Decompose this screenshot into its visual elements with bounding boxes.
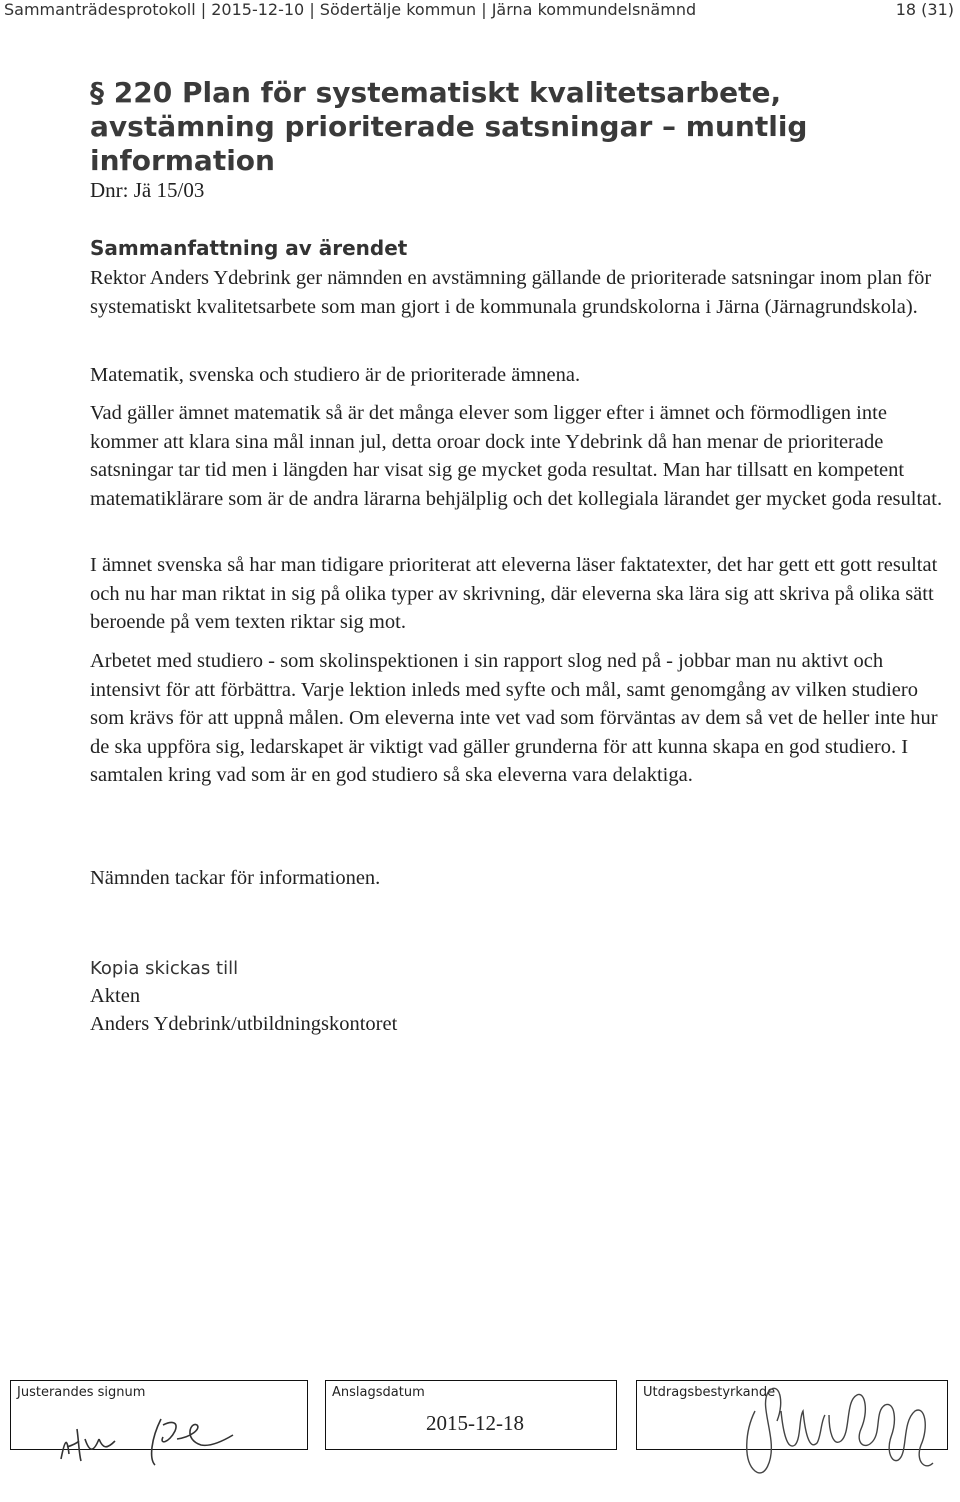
utdragsbestyrkande-label: Utdragsbestyrkande	[643, 1385, 776, 1400]
paragraph-swedish: I ämnet svenska så har man tidigare prioriterat att eleverna läser faktatexter, det har gett ett gott resultat och nu har man riktat in sig på olika typer av skrivning, där eleverna ska lära sig att skriva på olika sätt beroende på vem texten riktar sig mot.	[90, 554, 938, 634]
anslagsdatum-box	[325, 1380, 617, 1450]
paragraph-study-climate: Arbetet med studiero - som skolinspektionen i sin rapport slog ned på - jobbar man nu aktivt och intensivt för att förbättra. Varje lektion inleds med syfte och mål, samt genomgång av vilken studiero som krävs för att uppnå målen. Om eleverna inte vet vad som förväntas av dem så vet de heller inte hur de ska uppföra sig, ledarskapet är viktigt vad gäller grunderna för att kunna skapa en god studiero. I samtalen kring vad som är en god studiero så ska eleverna vara delaktiga.	[90, 650, 938, 787]
initials-signature	[51, 1399, 251, 1469]
copy-to-label: Kopia skickas till	[90, 958, 239, 979]
page-header	[0, 0, 960, 22]
copy-recipient: Anders Ydebrink/utbildningskontoret	[90, 1013, 398, 1035]
anslagsdatum-label: Anslagsdatum	[332, 1385, 425, 1400]
justerandes-signum-label: Justerandes signum	[17, 1385, 146, 1400]
section-heading: Sammanfattning av ärendet	[90, 236, 408, 260]
diary-number: Dnr: Jä 15/03	[90, 178, 205, 202]
utdragsbestyrkande-box	[636, 1380, 948, 1450]
paragraph-summary: Rektor Anders Ydebrink ger nämnden en avstämning gällande de prioriterade satsningar inom plan för systematiskt kvalitetsarbete som man gjort i de kommunala grundskolorna i Järna (Järnagrundskola).	[90, 267, 932, 318]
paragraph-subjects: Matematik, svenska och studiero är de prioriterade ämnena.	[90, 364, 581, 386]
anslagsdatum-value: 2015-12-18	[426, 1411, 524, 1435]
certification-signature	[725, 1371, 945, 1483]
paragraph-math: Vad gäller ämnet matematik så är det många elever som ligger efter i ämnet och förmodligen inte kommer att klara sina mål innan jul, detta oroar dock inte Ydebrink då han menar de prioriterade satsningar tar tid men i längden har visat sig ge mycket goda resultat. Man har tillsatt en kompetent matematiklärare som är de andra lärarna behjälplig och det kollegiala lärandet ger mycket goda resultat.	[90, 402, 943, 510]
page-title: § 220 Plan för systematiskt kvalitetsarbete, avstämning prioriterade satsningar – muntlig information	[90, 76, 808, 177]
page-number: 18 (31)	[895, 0, 954, 19]
header-meta: Sammanträdesprotokoll | 2015-12-10 | Södertälje kommun | Järna kommundelsnämnd	[4, 0, 697, 19]
copy-recipient: Akten	[90, 985, 141, 1007]
paragraph-conclusion: Nämnden tackar för informationen.	[90, 867, 381, 889]
copy-recipient-list	[90, 982, 397, 1038]
justerandes-signum-box	[10, 1380, 308, 1450]
